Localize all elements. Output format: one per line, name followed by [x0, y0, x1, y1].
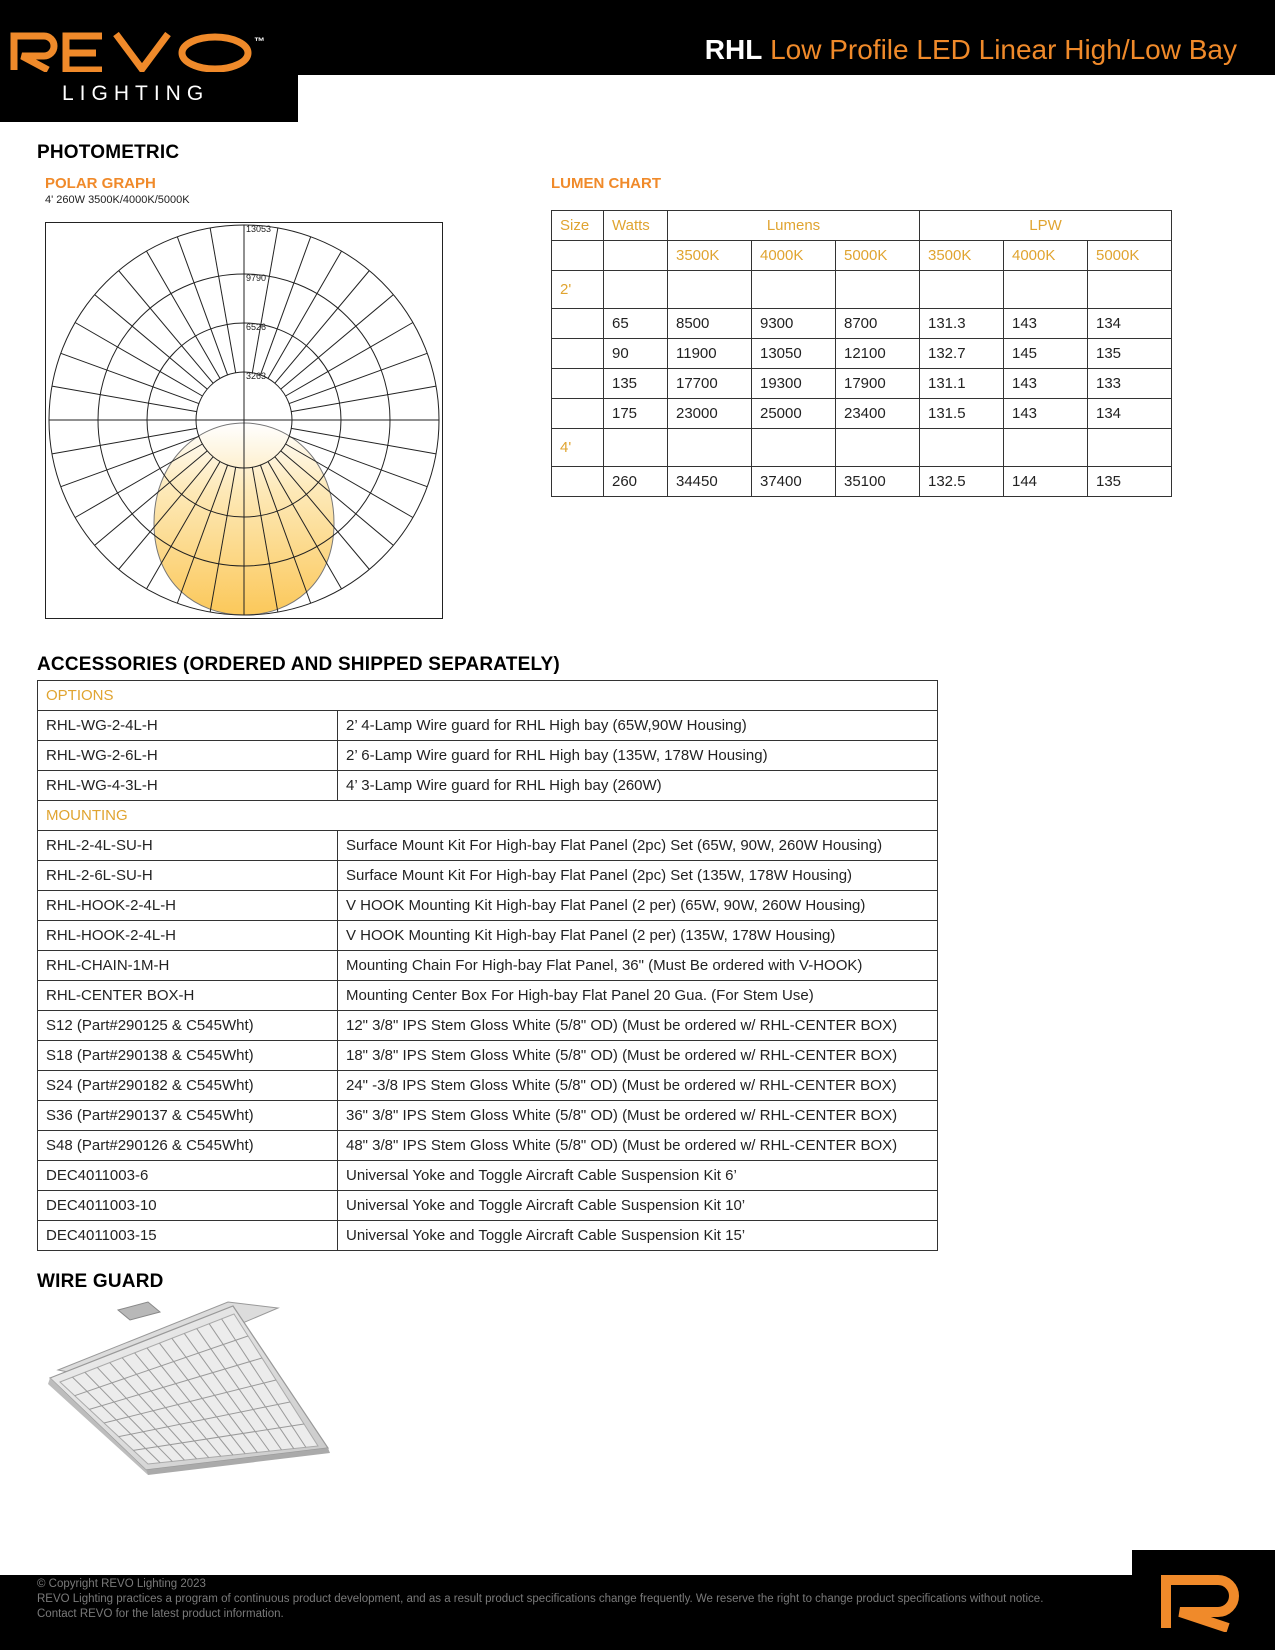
- category-label: OPTIONS: [38, 681, 938, 711]
- lpw-4000-cell: 143: [1004, 369, 1088, 399]
- lumen-data-row: [552, 369, 1172, 399]
- lpw-3500-cell: 132.7: [920, 339, 1004, 369]
- title-model: RHL: [704, 34, 763, 65]
- lpw-5000-cell: 133: [1088, 369, 1172, 399]
- polar-spoke: [252, 228, 278, 373]
- logo-subtitle: LIGHTING: [62, 82, 210, 105]
- lumen-cct-row: [552, 241, 1172, 271]
- lumens-3500-cell: 17700: [668, 369, 752, 399]
- watts-cell: 90: [604, 339, 668, 369]
- part-number: S24 (Part#290182 & C545Wht): [38, 1071, 338, 1101]
- part-number: DEC4011003-15: [38, 1221, 338, 1251]
- accessory-row: [38, 741, 938, 771]
- ring-label-3: 6526: [246, 322, 267, 332]
- lumens-5000-cell: 23400: [836, 399, 920, 429]
- cct-lpw-4000: 4000K: [1004, 241, 1088, 271]
- lumens-4000-cell: 37400: [752, 467, 836, 497]
- watts-cell: 135: [604, 369, 668, 399]
- polar-graph-canvas: [46, 223, 442, 618]
- part-description: Universal Yoke and Toggle Aircraft Cable Suspension Kit 6’: [338, 1161, 938, 1191]
- empty-cell: [552, 467, 604, 497]
- accessory-category-row: [38, 681, 938, 711]
- footer-logo: [1132, 1550, 1275, 1650]
- part-number: RHL-WG-4-3L-H: [38, 771, 338, 801]
- accessory-row: [38, 891, 938, 921]
- lumens-3500-cell: 8500: [668, 309, 752, 339]
- part-description: Mounting Center Box For High-bay Flat Panel 20 Gua. (For Stem Use): [338, 981, 938, 1011]
- lpw-4000-cell: 145: [1004, 339, 1088, 369]
- polar-spoke: [177, 237, 227, 375]
- empty-cell: [552, 339, 604, 369]
- polar-spoke: [52, 428, 197, 454]
- lumen-data-row: [552, 309, 1172, 339]
- polar-spoke: [75, 323, 202, 397]
- part-number: S36 (Part#290137 & C545Wht): [38, 1101, 338, 1131]
- lumen-chart-table: [551, 210, 1172, 497]
- lumens-4000-cell: 19300: [752, 369, 836, 399]
- lumen-size-row: [552, 271, 1172, 309]
- accessory-row: [38, 1101, 938, 1131]
- polar-graph-title: POLAR GRAPH: [45, 175, 156, 192]
- part-number: RHL-WG-2-6L-H: [38, 741, 338, 771]
- lpw-5000-cell: 135: [1088, 339, 1172, 369]
- category-label: MOUNTING: [38, 801, 938, 831]
- photometric-heading: PHOTOMETRIC: [37, 142, 180, 163]
- accessories-heading: ACCESSORIES (ORDERED AND SHIPPED SEPARATELY): [37, 654, 560, 675]
- lumens-3500-cell: 11900: [668, 339, 752, 369]
- lumens-4000-cell: 25000: [752, 399, 836, 429]
- part-description: 48" 3/8" IPS Stem Gloss White (5/8" OD) (Must be ordered w/ RHL-CENTER BOX): [338, 1131, 938, 1161]
- cct-lpw-5000: 5000K: [1088, 241, 1172, 271]
- part-description: 4’ 3-Lamp Wire guard for RHL High bay (260W): [338, 771, 938, 801]
- polar-spoke: [268, 251, 342, 378]
- polar-spoke: [291, 386, 436, 412]
- disclaimer-text: REVO Lighting practices a program of continuous product development, and as a result product specifications change frequently. We reserve the right to change product specifications without notice. Contact REVO for the latest product information.: [37, 1593, 1044, 1620]
- lumen-data-row: [552, 339, 1172, 369]
- part-description: Mounting Chain For High-bay Flat Panel, 36" (Must Be ordered with V-HOOK): [338, 951, 938, 981]
- lumens-3500-cell: 23000: [668, 399, 752, 429]
- part-description: 36" 3/8" IPS Stem Gloss White (5/8" OD) (Must be ordered w/ RHL-CENTER BOX): [338, 1101, 938, 1131]
- copyright-text: © Copyright REVO Lighting 2023: [37, 1578, 206, 1590]
- part-number: RHL-2-6L-SU-H: [38, 861, 338, 891]
- part-description: Universal Yoke and Toggle Aircraft Cable Suspension Kit 15’: [338, 1221, 938, 1251]
- lpw-4000-cell: 143: [1004, 399, 1088, 429]
- ring-label-4: 3263: [246, 371, 267, 381]
- empty-cell: [552, 399, 604, 429]
- watts-cell: 65: [604, 309, 668, 339]
- polar-spoke: [210, 228, 236, 373]
- accessory-row: [38, 951, 938, 981]
- wire-guard-heading: WIRE GUARD: [37, 1271, 164, 1292]
- lumens-4000-cell: 13050: [752, 339, 836, 369]
- cct-lumens-4000: 4000K: [752, 241, 836, 271]
- part-number: S18 (Part#290138 & C545Wht): [38, 1041, 338, 1071]
- lumens-5000-cell: 35100: [836, 467, 920, 497]
- cct-lumens-5000: 5000K: [836, 241, 920, 271]
- watts-cell: 260: [604, 467, 668, 497]
- empty-cell: [552, 309, 604, 339]
- part-number: RHL-CHAIN-1M-H: [38, 951, 338, 981]
- polar-graph-caption: 4' 260W 3500K/4000K/5000K: [45, 194, 190, 206]
- lpw-5000-cell: 134: [1088, 399, 1172, 429]
- part-number: RHL-WG-2-4L-H: [38, 711, 338, 741]
- accessory-row: [38, 831, 938, 861]
- part-description: 12" 3/8" IPS Stem Gloss White (5/8" OD) (Must be ordered w/ RHL-CENTER BOX): [338, 1011, 938, 1041]
- brand-logo: [0, 0, 298, 122]
- accessory-row: [38, 861, 938, 891]
- polar-spoke: [147, 251, 221, 378]
- lumen-header-row: [552, 211, 1172, 241]
- part-description: 2’ 6-Lamp Wire guard for RHL High bay (135W, 178W Housing): [338, 741, 938, 771]
- part-description: 24" -3/8 IPS Stem Gloss White (5/8" OD) (Must be ordered w/ RHL-CENTER BOX): [338, 1071, 938, 1101]
- part-description: 2’ 4-Lamp Wire guard for RHL High bay (65W,90W Housing): [338, 711, 938, 741]
- accessory-row: [38, 1161, 938, 1191]
- part-description: Surface Mount Kit For High-bay Flat Panel (2pc) Set (135W, 178W Housing): [338, 861, 938, 891]
- accessory-category-row: [38, 801, 938, 831]
- accessory-row: [38, 1011, 938, 1041]
- accessory-row: [38, 771, 938, 801]
- part-description: 18" 3/8" IPS Stem Gloss White (5/8" OD) (Must be ordered w/ RHL-CENTER BOX): [338, 1041, 938, 1071]
- lpw-3500-cell: 131.3: [920, 309, 1004, 339]
- part-description: V HOOK Mounting Kit High-bay Flat Panel (2 per) (65W, 90W, 260W Housing): [338, 891, 938, 921]
- size-label: 4': [552, 429, 604, 467]
- lpw-3500-cell: 131.1: [920, 369, 1004, 399]
- accessory-row: [38, 711, 938, 741]
- size-label: 2': [552, 271, 604, 309]
- accessory-row: [38, 1041, 938, 1071]
- part-number: RHL-HOOK-2-4L-H: [38, 921, 338, 951]
- lumens-5000-cell: 12100: [836, 339, 920, 369]
- accessory-row: [38, 1131, 938, 1161]
- accessory-row: [38, 1191, 938, 1221]
- polar-graph: [45, 222, 443, 619]
- lpw-3500-cell: 131.5: [920, 399, 1004, 429]
- lumen-size-row: [552, 429, 1172, 467]
- lpw-3500-cell: 132.5: [920, 467, 1004, 497]
- header-size: Size: [552, 211, 604, 241]
- ring-label-1: 13053: [246, 224, 272, 234]
- footer-text: [37, 1577, 1047, 1622]
- polar-spoke: [61, 353, 199, 403]
- part-number: S48 (Part#290126 & C545Wht): [38, 1131, 338, 1161]
- cct-lumens-3500: 3500K: [668, 241, 752, 271]
- document-title: [705, 34, 1237, 66]
- accessory-row: [38, 921, 938, 951]
- part-number: S12 (Part#290125 & C545Wht): [38, 1011, 338, 1041]
- part-number: RHL-2-4L-SU-H: [38, 831, 338, 861]
- header-lumens: Lumens: [668, 211, 920, 241]
- trademark-symbol: ™: [254, 36, 265, 48]
- polar-spoke: [52, 386, 197, 412]
- part-number: RHL-HOOK-2-4L-H: [38, 891, 338, 921]
- lpw-5000-cell: 134: [1088, 309, 1172, 339]
- header-lpw: LPW: [920, 211, 1172, 241]
- cct-lpw-3500: 3500K: [920, 241, 1004, 271]
- lpw-4000-cell: 143: [1004, 309, 1088, 339]
- part-number: RHL-CENTER BOX-H: [38, 981, 338, 1011]
- lumens-4000-cell: 9300: [752, 309, 836, 339]
- ring-label-2: 9790: [246, 273, 267, 283]
- empty-cell: [552, 369, 604, 399]
- lumens-5000-cell: 17900: [836, 369, 920, 399]
- part-number: DEC4011003-10: [38, 1191, 338, 1221]
- lumens-3500-cell: 34450: [668, 467, 752, 497]
- watts-cell: 175: [604, 399, 668, 429]
- lpw-5000-cell: 135: [1088, 467, 1172, 497]
- lumen-data-row: [552, 399, 1172, 429]
- revo-r-logo-icon: [1158, 1572, 1258, 1632]
- polar-spoke: [289, 353, 427, 403]
- revo-wordmark-icon: [10, 32, 255, 72]
- lumens-5000-cell: 8700: [836, 309, 920, 339]
- accessory-row: [38, 1221, 938, 1251]
- accessory-row: [38, 1071, 938, 1101]
- part-description: Universal Yoke and Toggle Aircraft Cable Suspension Kit 10’: [338, 1191, 938, 1221]
- polar-spoke: [260, 237, 310, 375]
- part-description: Surface Mount Kit For High-bay Flat Panel (2pc) Set (65W, 90W, 260W Housing): [338, 831, 938, 861]
- lpw-4000-cell: 144: [1004, 467, 1088, 497]
- polar-spoke: [291, 428, 436, 454]
- title-description: Low Profile LED Linear High/Low Bay: [770, 34, 1237, 65]
- part-number: DEC4011003-6: [38, 1161, 338, 1191]
- polar-spoke: [286, 323, 413, 397]
- part-description: V HOOK Mounting Kit High-bay Flat Panel (2 per) (135W, 178W Housing): [338, 921, 938, 951]
- header-watts: Watts: [604, 211, 668, 241]
- accessories-table: [37, 680, 938, 1251]
- wire-guard-product-image: [48, 1300, 338, 1475]
- lumen-chart-title: LUMEN CHART: [551, 175, 661, 192]
- accessory-row: [38, 981, 938, 1011]
- lumen-data-row: [552, 467, 1172, 497]
